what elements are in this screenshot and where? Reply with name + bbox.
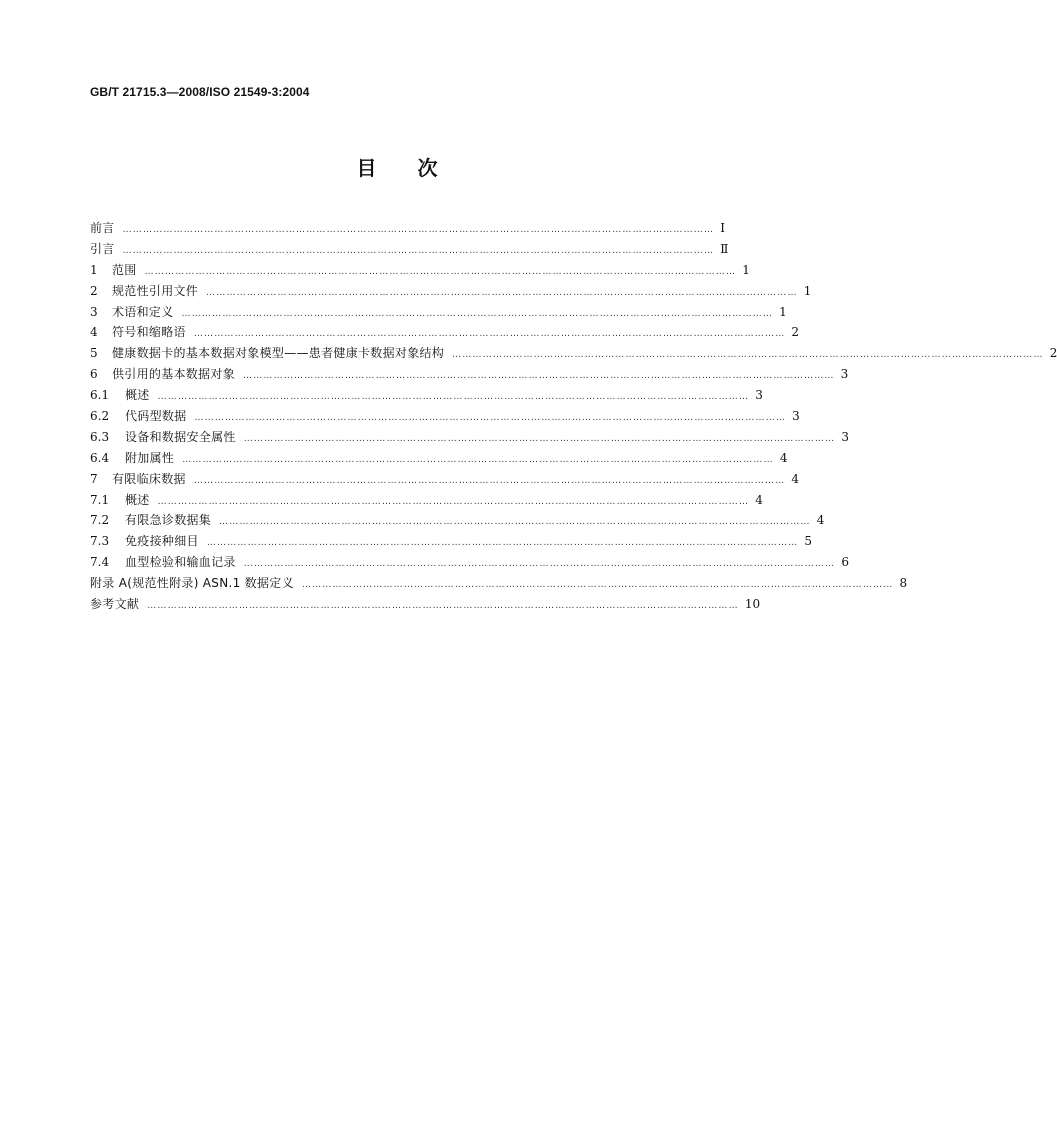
toc-entry-object-model[interactable] [90, 343, 1057, 364]
toc-entry-label: 规范性引用文件 [112, 283, 199, 298]
toc-entry-number: 1 [90, 262, 98, 277]
toc-entry-label: 代码型数据 [125, 409, 187, 424]
toc-entry-7-3[interactable] [90, 531, 813, 552]
toc-entry-6-2[interactable] [90, 406, 800, 427]
toc-entry-number: 6 [90, 367, 98, 382]
toc-entry-page: Ⅰ [720, 221, 725, 235]
toc-entry-page: 2 [791, 325, 800, 340]
toc-entry-number: 2 [90, 283, 98, 298]
toc-entry-page: 4 [791, 471, 800, 486]
toc-entry-7-2[interactable] [90, 510, 825, 531]
toc-leader-dots: ………………………………………………………………………………………………………………………………………………………… [219, 517, 811, 528]
toc-leader-dots: ………………………………………………………………………………………………………………………………………………………… [301, 580, 894, 591]
toc-entry-bibliography[interactable] [90, 594, 761, 615]
toc-entry-page: 10 [744, 597, 761, 612]
toc-entry-page: 4 [816, 513, 825, 528]
toc-entry-label: 供引用的基本数据对象 [112, 367, 236, 382]
toc-entry-page: 4 [755, 492, 763, 507]
toc-entry-6-4[interactable] [90, 448, 788, 469]
toc-entry-scope[interactable] [90, 260, 750, 281]
toc-title: 目 次 [356, 156, 438, 180]
toc-entry-label: 参考文献 [90, 597, 140, 612]
toc-entry-label: 血型检验和输血记录 [125, 555, 236, 570]
toc-leader-dots: ………………………………………………………………………………………………………………………………………………………… [144, 266, 737, 277]
toc-entry-basic-data-objects[interactable] [90, 364, 849, 385]
toc-entry-page: 1 [779, 304, 787, 319]
toc-entry-page: 8 [899, 576, 908, 591]
toc-entry-label: 设备和数据安全属性 [125, 429, 236, 444]
toc-entry-number: 6.4 [90, 450, 110, 465]
toc-entry-number: 4 [90, 325, 98, 340]
toc-leader-dots: ………………………………………………………………………………………………………………………………………………………… [181, 308, 774, 319]
toc-entry-number: 7.1 [90, 492, 110, 507]
toc-entry-page: 3 [841, 429, 849, 444]
toc-leader-dots: ………………………………………………………………………………………………………………………………………………………… [243, 371, 835, 382]
toc-entry-label: 有限急诊数据集 [125, 513, 212, 528]
toc-entry-label: 引言 [90, 241, 115, 256]
toc-entry-number: 7.2 [90, 513, 110, 528]
toc-entry-label: 附录 A(规范性附录) ASN.1 数据定义 [90, 576, 294, 591]
toc-entry-label: 概述 [125, 388, 150, 403]
toc-entry-page: 3 [792, 409, 800, 424]
toc-leader-dots: ………………………………………………………………………………………………………………………………………………………… [122, 245, 715, 256]
toc-entry-number: 7.4 [90, 555, 110, 570]
toc-leader-dots: ………………………………………………………………………………………………………………………………………………………… [157, 392, 750, 403]
toc-entry-number: 6.3 [90, 429, 110, 444]
toc-entry-page: 1 [803, 283, 812, 298]
toc-entry-7-4[interactable] [90, 552, 849, 573]
toc-entry-label: 符号和缩略语 [112, 325, 186, 340]
toc-entry-foreword[interactable] [90, 218, 725, 239]
toc-entry-label: 附加属性 [125, 450, 175, 465]
toc-leader-dots: ………………………………………………………………………………………………………………………………………………………… [193, 329, 786, 340]
toc-entry-label: 前言 [90, 221, 115, 235]
toc-leader-dots: ………………………………………………………………………………………………………………………………………………………… [206, 287, 798, 298]
toc-leader-dots: ………………………………………………………………………………………………………………………………………………………… [182, 454, 774, 465]
toc-entry-number: 6.1 [90, 388, 110, 403]
toc-leader-dots: ………………………………………………………………………………………………………………………………………………………… [243, 433, 836, 444]
toc-entry-number: 7 [90, 471, 98, 486]
toc-entry-7-1[interactable] [90, 490, 763, 511]
toc-leader-dots: ………………………………………………………………………………………………………………………………………………………… [194, 413, 787, 424]
toc-entry-label: 免疫接种细目 [125, 534, 199, 549]
toc-entry-page: 5 [804, 534, 813, 549]
toc-entry-label: 范围 [112, 262, 137, 277]
toc-entry-label: 有限临床数据 [112, 471, 186, 486]
toc-entry-6-1[interactable] [90, 385, 763, 406]
toc-entry-page: Ⅱ [720, 241, 729, 256]
toc-entry-label: 术语和定义 [112, 304, 174, 319]
toc-entry-introduction[interactable] [90, 239, 729, 260]
toc-entry-label: 健康数据卡的基本数据对象模型——患者健康卡数据对象结构 [112, 346, 445, 361]
toc-entry-normative-references[interactable] [90, 281, 812, 302]
toc-entry-page: 2 [1049, 346, 1057, 361]
toc-leader-dots: ………………………………………………………………………………………………………………………………………………………… [452, 350, 1044, 361]
toc-leader-dots: ………………………………………………………………………………………………………………………………………………………… [193, 475, 786, 486]
toc-entry-clinical-data[interactable] [90, 469, 800, 490]
toc-entry-number: 6.2 [90, 409, 110, 424]
toc-leader-dots: ………………………………………………………………………………………………………………………………………………………… [122, 225, 715, 235]
toc-leader-dots: ………………………………………………………………………………………………………………………………………………………… [206, 538, 799, 549]
toc-entry-label: 概述 [125, 492, 150, 507]
toc-entry-annex-a[interactable] [90, 573, 908, 594]
toc-entry-number: 7.3 [90, 534, 110, 549]
toc-entry-page: 4 [779, 450, 788, 465]
toc-entry-page: 1 [742, 262, 750, 277]
toc-leader-dots: ………………………………………………………………………………………………………………………………………………………… [243, 559, 836, 570]
toc-entry-page: 6 [841, 555, 849, 570]
table-of-contents [90, 218, 1057, 615]
standard-code-header: GB/T 21715.3—2008/ISO 21549-3:2004 [90, 85, 310, 99]
toc-entry-number: 3 [90, 304, 98, 319]
toc-entry-page: 3 [840, 367, 849, 382]
toc-entry-terms[interactable] [90, 302, 787, 323]
toc-entry-symbols[interactable] [90, 322, 800, 343]
toc-entry-page: 3 [755, 388, 763, 403]
toc-entry-number: 5 [90, 346, 98, 361]
toc-entry-6-3[interactable] [90, 427, 849, 448]
toc-leader-dots: ………………………………………………………………………………………………………………………………………………………… [147, 601, 739, 612]
toc-leader-dots: ………………………………………………………………………………………………………………………………………………………… [157, 496, 750, 507]
